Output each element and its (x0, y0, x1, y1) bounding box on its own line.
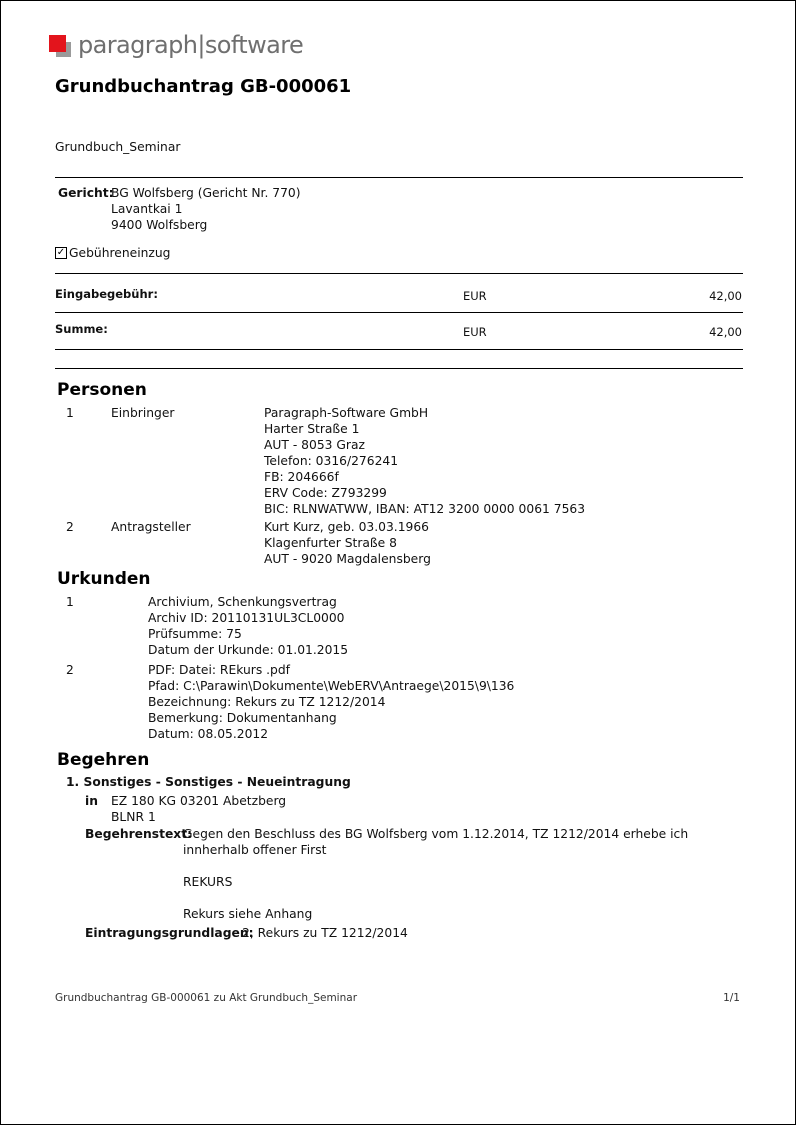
footer-text: Grundbuchantrag GB-000061 zu Akt Grundbuch_Seminar (55, 992, 358, 1004)
person-line: Klagenfurter Straße 8 (264, 536, 397, 550)
person-line: BIC: RLNWATWW, IBAN: AT12 3200 0000 0061 7563 (264, 502, 586, 516)
eintragungsgrundlagen-label: Eintragungsgrundlagen: (85, 926, 254, 940)
begehrenstext-label: Begehrenstext: (85, 827, 193, 841)
person-role: Einbringer (111, 406, 175, 420)
person-line: Telefon: 0316/276241 (264, 454, 399, 468)
begehren-item-title: 1. Sonstiges - Sonstiges - Neueintragung (66, 775, 351, 789)
urkunde-nr: 1 (66, 595, 74, 609)
gericht-line: 9400 Wolfsberg (111, 218, 208, 232)
begehrenstext-line: REKURS (183, 875, 233, 889)
urkunde-line: Archiv ID: 20110131UL3CL0000 (148, 611, 345, 625)
sum-currency: EUR (463, 325, 487, 339)
person-nr: 1 (66, 406, 74, 420)
sum-amount: 42,00 (709, 325, 742, 339)
fee-amount: 42,00 (709, 289, 742, 303)
person-line: FB: 204666f (264, 470, 339, 484)
section-heading-begehren: Begehren (57, 750, 150, 770)
begehrenstext-line: Gegen den Beschluss des BG Wolfsberg vom 1.12.2014, TZ 1212/2014 erhebe ich (183, 827, 689, 841)
page-title: Grundbuchantrag GB-000061 (55, 76, 352, 97)
logo-mark-icon (49, 35, 71, 57)
section-heading-urkunden: Urkunden (57, 569, 151, 589)
divider (55, 349, 743, 350)
urkunde-line: Archivium, Schenkungsvertrag (148, 595, 337, 609)
akt-name: Grundbuch_Seminar (55, 140, 181, 154)
urkunde-details (148, 594, 348, 658)
gericht-label: Gericht: (58, 186, 114, 200)
person-details (264, 519, 431, 567)
page-number: 1/1 (723, 992, 740, 1004)
gebuehreneinzug-checkbox[interactable] (55, 247, 67, 259)
urkunde-line: Datum der Urkunde: 01.01.2015 (148, 643, 349, 657)
person-line: AUT - 9020 Magdalensberg (264, 552, 431, 566)
divider (55, 273, 743, 274)
urkunde-line: Bemerkung: Dokumentanhang (148, 711, 337, 725)
person-details (264, 405, 585, 517)
begehren-in-line: EZ 180 KG 03201 Abetzberg (111, 794, 287, 808)
begehrenstext-line (183, 890, 688, 906)
begehrenstext-line: innherhalb offener First (183, 843, 327, 857)
logo-text: paragraph|software (78, 31, 304, 59)
urkunde-line: Prüfsumme: 75 (148, 627, 242, 641)
urkunde-line: Datum: 08.05.2012 (148, 727, 269, 741)
urkunde-line: PDF: Datei: REkurs .pdf (148, 663, 290, 677)
begehren-in-line: BLNR 1 (111, 810, 156, 824)
begehren-in-label: in (85, 794, 98, 808)
person-nr: 2 (66, 520, 74, 534)
urkunde-line: Bezeichnung: Rekurs zu TZ 1212/2014 (148, 695, 386, 709)
begehrenstext-line (183, 858, 688, 874)
begehren-in-value (111, 793, 286, 825)
fee-currency: EUR (463, 289, 487, 303)
checkmark-icon: ✓ (56, 247, 66, 258)
person-line: AUT - 8053 Graz (264, 438, 365, 452)
person-line: Kurt Kurz, geb. 03.03.1966 (264, 520, 430, 534)
gebuehreneinzug-label: Gebühreneinzug (69, 246, 171, 260)
divider (55, 312, 743, 313)
person-line: Harter Straße 1 (264, 422, 360, 436)
urkunde-details (148, 662, 514, 742)
begehrenstext-line: Rekurs siehe Anhang (183, 907, 313, 921)
gericht-line: Lavantkai 1 (111, 202, 183, 216)
urkunde-line: Pfad: C:\Parawin\Dokumente\WebERV\Antraege\2015\9\136 (148, 679, 515, 693)
person-role: Antragsteller (111, 520, 191, 534)
sum-label: Summe: (55, 322, 108, 336)
gericht-line: BG Wolfsberg (Gericht Nr. 770) (111, 186, 301, 200)
person-line: ERV Code: Z793299 (264, 486, 387, 500)
urkunde-nr: 2 (66, 663, 74, 677)
person-line: Paragraph-Software GmbH (264, 406, 429, 420)
divider (55, 368, 743, 369)
begehrenstext-value (183, 826, 688, 922)
gericht-address (111, 185, 301, 233)
section-heading-personen: Personen (57, 380, 147, 400)
eintragungsgrundlagen-value: 2, Rekurs zu TZ 1212/2014 (242, 926, 408, 940)
divider (55, 177, 743, 178)
fee-label: Eingabegebühr: (55, 287, 158, 301)
